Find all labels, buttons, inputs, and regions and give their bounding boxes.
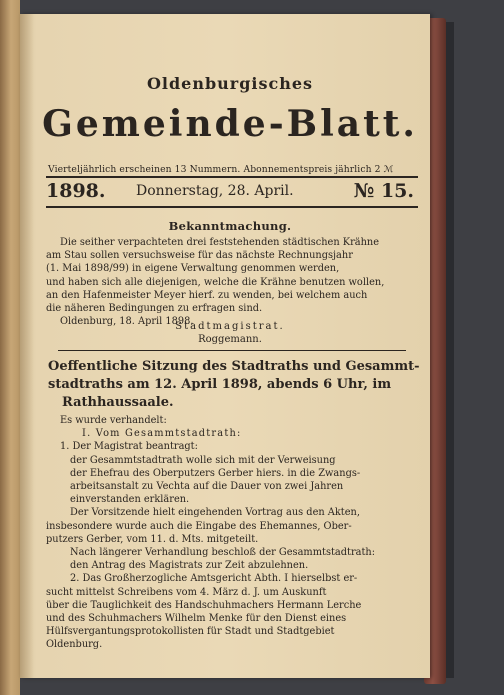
notice-line: die näheren Bedingungen zu erfragen sind. — [46, 303, 263, 315]
notice-heading: Bekanntmachung. — [168, 219, 292, 233]
session-line: insbesondere wurde auch die Eingabe des Ehemannes, Ober- — [46, 520, 352, 532]
gutter-shadow — [20, 14, 34, 678]
session-line: den Antrag des Magistrats zur Zeit abzulehnen. — [70, 560, 309, 572]
masthead-rule-top — [46, 176, 418, 178]
session-heading — [48, 358, 420, 412]
notice-line: an den Hafenmeister Meyer hierf. zu wenden, bei welchem auch — [46, 289, 368, 301]
session-line: Hülfsvergantungsprotokollisten für Stadt und Stadtgebiet — [46, 626, 335, 638]
session-heading-line: Rathhaussaale. — [62, 395, 174, 410]
session-body — [46, 414, 420, 652]
session-line: putzers Gerber, vom 11. d. Mts. mitgeteilt. — [46, 533, 259, 545]
book-spine — [0, 0, 20, 695]
book-cover-shadow — [446, 22, 454, 678]
newspaper-page — [20, 14, 430, 678]
notice-line: (1. Mai 1898/99) in eigene Verwaltung genommen werden, — [46, 263, 340, 275]
session-line: und des Schuhmachers Wilhelm Menke für den Dienst eines — [46, 613, 347, 625]
notice-line: und haben sich alle diejenigen, welche die Krähne benutzen wollen, — [46, 276, 385, 288]
session-line: 2. Das Großherzogliche Amtsgericht Abth. I hierselbst er- — [70, 573, 358, 585]
session-line: über die Tauglichkeit des Handschuhmachers Hermann Lerche — [46, 599, 362, 611]
session-heading-line: stadtraths am 12. April 1898, abends 6 Uhr, im — [48, 377, 392, 392]
notice-place-date: Oldenburg, 18. April 1898. — [60, 316, 194, 328]
subscription-line: Vierteljährlich erscheinen 13 Nummern. Abonnementspreis jährlich 2 ℳ — [48, 164, 394, 175]
session-line: Es wurde verhandelt: — [60, 415, 167, 426]
notice-line: Die seither verpachteten drei feststehenden städtischen Krähne — [60, 237, 380, 248]
notice-body — [46, 236, 420, 328]
notice-authority: Stadtmagistrat. — [175, 321, 285, 332]
session-line: der Gesammtstadtrath wolle sich mit der Verweisung — [70, 454, 336, 466]
session-line: sucht mittelst Schreibens vom 4. März d. J. um Auskunft — [46, 586, 327, 598]
session-line: arbeitsanstalt zu Vechta auf die Dauer von zwei Jahren — [70, 481, 344, 493]
issue-date: Donnerstag, 28. April. — [136, 183, 294, 199]
issue-number: № 15. — [353, 180, 414, 202]
session-line: einverstanden erklären. — [70, 494, 190, 506]
masthead-title: Gemeinde-Blatt. — [42, 103, 418, 145]
masthead-rule-bottom — [46, 206, 418, 208]
issue-line — [46, 180, 418, 204]
issue-year: 1898. — [46, 180, 106, 202]
session-line: Der Vorsitzende hielt eingehenden Vortrag aus den Akten, — [70, 507, 360, 519]
notice-line: am Stau sollen versuchsweise für das nächste Rechnungsjahr — [46, 250, 353, 262]
session-line: Oldenburg. — [46, 639, 103, 651]
session-line: I. Vom Gesammtstadtrath: — [82, 428, 242, 440]
masthead-subtitle: Oldenburgisches — [146, 74, 314, 93]
session-heading-line: Oeffentliche Sitzung des Stadtraths und Gesammt- — [48, 359, 420, 374]
notice-signature: Roggemann. — [198, 334, 262, 345]
page-content — [34, 14, 426, 678]
section-divider — [58, 350, 406, 351]
session-line: Nach längerer Verhandlung beschloß der Gesammtstadtrath: — [70, 547, 376, 559]
session-line: 1. Der Magistrat beantragt: — [60, 441, 198, 453]
session-line: der Ehefrau des Oberputzers Gerber hiers. in die Zwangs- — [70, 467, 361, 479]
